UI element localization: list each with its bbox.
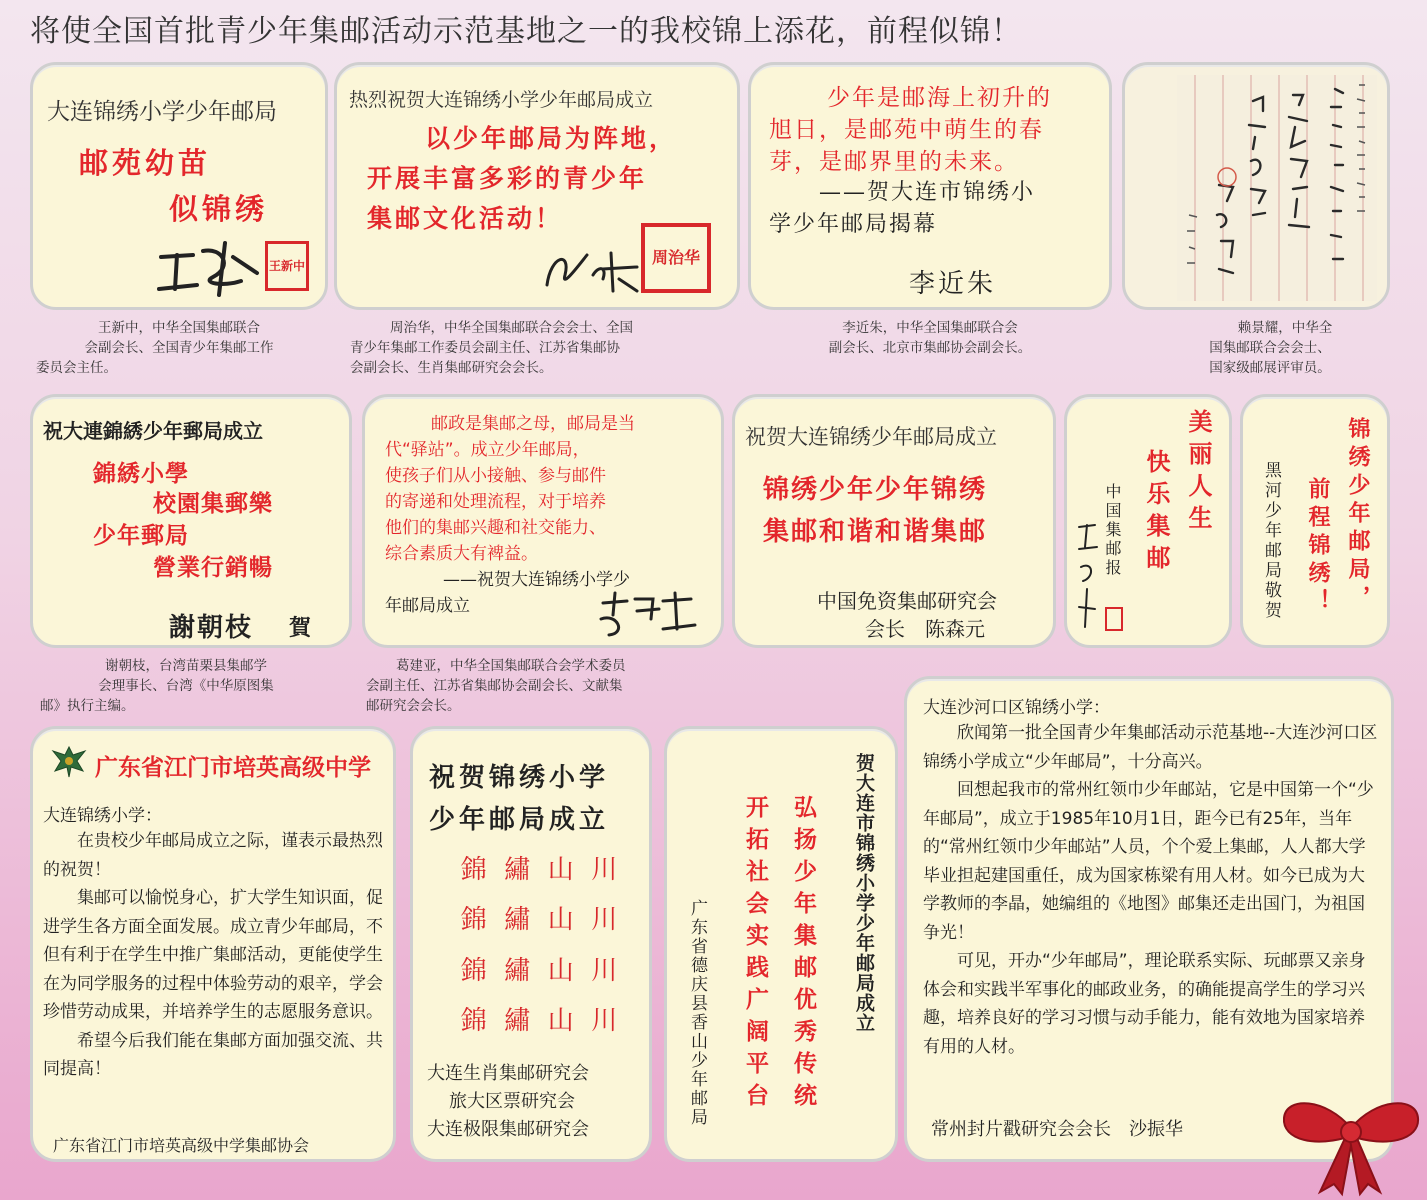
seal-character: 川 <box>591 905 618 936</box>
calligraphy-column: 前程锦绣！ <box>1305 477 1331 617</box>
dedication-column: 贺大连市锦绣小学少年邮局成立 <box>853 753 875 1033</box>
seal-character: 川 <box>591 1006 618 1037</box>
card-li-jinzhu <box>748 62 1112 310</box>
signature-icon <box>541 245 641 295</box>
card-chen-senyuan <box>732 394 1056 648</box>
seal-character: 山 <box>547 854 574 885</box>
calligraphy-line: 开展丰富多彩的青少年 <box>367 164 648 193</box>
card-ge-jianya <box>362 394 724 648</box>
organization-name: 大连极限集邮研究会 <box>427 1119 589 1140</box>
calligraphy-column: 美丽人生 <box>1184 409 1213 537</box>
card-title: 祝贺大连锦绣少年邮局成立 <box>745 425 997 449</box>
seal-character: 川 <box>591 955 618 986</box>
calligraphy-line: 锦绣少年少年锦绣 <box>763 475 988 505</box>
organization-name: 中国免资集邮研究会 <box>817 589 997 613</box>
card-china-philately-news <box>1064 394 1232 648</box>
caption-line: 会副会长、全国青少年集邮工作 <box>84 340 274 356</box>
seal-character: 繡 <box>504 1006 531 1037</box>
calligraphy-column: 开拓社会实践广阔平台 <box>742 795 769 1115</box>
greeting: 大连沙河口区锦绣小学： <box>923 698 1110 718</box>
letter-paragraph: 集邮可以愉悦身心，扩大学生知识面，促进学生各方面全面发展。成立青少年邮局，不但有利于在学生中推广集邮活动，更能使学生在为同学服务的过程中体验劳动的艰辛，学会珍惜劳动成果，并培养学生的志愿服务意识。 <box>43 888 383 1022</box>
sender-column: 黑河少年邮局敬贺 <box>1261 461 1281 621</box>
sender-column: 中国集邮报 <box>1103 483 1122 578</box>
caption-wang <box>30 318 328 378</box>
signature-name: 謝朝枝 <box>169 613 254 643</box>
calligraphy-line: 校園集郵樂 <box>153 491 273 517</box>
seal-character: 繡 <box>504 905 531 936</box>
calligraphy-line: 少年郵局 <box>93 523 189 549</box>
calligraphy-line: 錦綉小學 <box>93 461 189 487</box>
caption-xie <box>36 656 336 716</box>
seal-character: 錦 <box>460 854 487 885</box>
caption-line: 周治华，中华全国集邮联合会会士、全国 <box>390 320 633 336</box>
caption-line: 国集邮联合会会士、 <box>1209 340 1331 356</box>
card-wang-xinzhong <box>30 62 328 310</box>
calligraphy-column: 锦绣少年邮局， <box>1345 417 1371 613</box>
signature-suffix: 賀 <box>289 616 312 641</box>
dedication-line: ——祝贺大连锦绣小学少 <box>443 570 630 590</box>
seal-grid <box>453 843 625 1043</box>
seal-character: 山 <box>547 955 574 986</box>
calligraphy-line: 芽，是邮界里的未来。 <box>769 149 1019 175</box>
letter-paragraph: 希望今后我们能在集邮方面加强交流、共同提高！ <box>43 1030 383 1079</box>
letter-paragraph: 欣闻第一批全国青少年集邮活动示范基地--大连沙河口区锦绣小学成立“少年邮局”，十分高兴。 <box>923 723 1378 772</box>
message-line: 他们的集邮兴趣和社交能力、 <box>385 518 606 538</box>
caption-line: 邮》执行主编。 <box>40 698 135 714</box>
seal-character: 山 <box>547 1006 574 1037</box>
letter-body <box>923 719 1381 1061</box>
red-seal-icon: 周治华 <box>641 223 711 293</box>
calligraphy-line: 旭日，是邮苑中萌生的春 <box>769 117 1044 143</box>
seal-character: 錦 <box>460 905 487 936</box>
handwritten-letter-image <box>1125 65 1387 307</box>
message-line: 邮政是集邮之母，邮局是当 <box>431 414 635 434</box>
caption-line: 赖景耀，中华全 <box>1237 320 1333 336</box>
seal-character: 川 <box>591 854 618 885</box>
seal-character: 錦 <box>460 955 487 986</box>
seal-character: 繡 <box>504 854 531 885</box>
caption-line: 邮研究会会长。 <box>366 698 461 714</box>
card-jiangmen-peiying <box>30 726 396 1162</box>
calligraphy-line: 集邮和谐和谐集邮 <box>763 517 988 547</box>
card-title: 热烈祝贺大连锦绣小学少年邮局成立 <box>349 89 654 111</box>
calligraphy-line: ——贺大连市锦绣小 <box>819 180 1036 205</box>
calligraphy-line: 營業行銷暢 <box>153 555 273 581</box>
caption-lai <box>1150 318 1390 378</box>
message-line: 的寄递和处理流程，对于培养 <box>385 492 606 512</box>
greeting: 大连锦绣小学： <box>43 806 162 826</box>
seal-character: 錦 <box>460 1006 487 1037</box>
signature-icon <box>597 589 697 639</box>
card-title: 少年邮局成立 <box>429 805 610 835</box>
card-title: 祝大連錦綉少年郵局成立 <box>43 419 263 443</box>
organization-name: 大连生肖集邮研究会 <box>427 1063 589 1084</box>
card-xiangshan-youth-post <box>664 726 898 1162</box>
dedication-line: 年邮局成立 <box>385 596 470 616</box>
caption-line: 青少年集邮工作委员会副主任、江苏省集邮协 <box>350 340 620 356</box>
message-line: 代“驿站”。成立少年邮局， <box>385 440 590 460</box>
organization-name: 旅大区票研究会 <box>449 1091 575 1112</box>
eagle-emblem-icon <box>49 741 89 781</box>
sender-column: 广东省德庆县香山少年邮局 <box>687 899 707 1127</box>
caption-line: 李近朱，中华全国集邮联合会 <box>842 320 1018 336</box>
calligraphy-line: 似锦绣 <box>169 192 269 226</box>
seal-character: 繡 <box>504 955 531 986</box>
seal-character: 山 <box>547 905 574 936</box>
calligraphy-line: 邮苑幼苗 <box>79 146 212 180</box>
small-seal-icon <box>1105 607 1123 631</box>
letter-sender: 常州封片戳研究会会长 沙振华 <box>931 1119 1183 1140</box>
letter-paragraph: 可见，开办“少年邮局”，理论联系实际、玩邮票又亲身体会和实践半军事化的邮政业务，的确能提高学生的学习兴趣，培养良好的学习习惯与动手能力，能有效地为国家培养有用的人材。 <box>923 951 1366 1057</box>
message-line: 使孩子们从小接触、参与邮件 <box>385 466 606 486</box>
card-lai-jingyao <box>1122 62 1390 310</box>
card-xie-chaozhi <box>30 394 352 648</box>
signature-icon <box>153 237 263 297</box>
caption-line: 王新中，中华全国集邮联合 <box>98 320 260 336</box>
caption-line: 委员会主任。 <box>36 360 117 376</box>
caption-ge <box>366 656 706 716</box>
calligraphy-column: 快乐集邮 <box>1142 449 1171 577</box>
calligraphy-line: 以少年邮局为阵地， <box>425 124 678 153</box>
calligraphy-column: 弘扬少年集邮优秀传统 <box>790 795 817 1115</box>
letter-paragraph: 在贵校少年邮局成立之际，谨表示最热烈的祝贺！ <box>43 831 383 880</box>
calligraphy-line: 集邮文化活动！ <box>367 204 564 233</box>
letter-body <box>43 827 387 1084</box>
letter-paragraph: 回想起我市的常州红领巾少年邮站，它是中国第一个“少年邮局”，成立于1985年10月1日，距今已有25年，当年的“常州红领巾少年邮站”人员，个个爱上集邮，人人都大学毕业担起建国重任，成为国家栋梁有用人材。如今已成为大学教师的李晶，她编组的《地图》邮集还走出国门，为祖国争光！ <box>923 780 1374 943</box>
caption-zhou <box>350 318 730 378</box>
message-line: 综合素质大有裨益。 <box>385 544 538 564</box>
caption-line: 副会长、北京市集邮协会副会长。 <box>828 340 1032 356</box>
card-title: 大连锦绣小学少年邮局 <box>47 99 277 125</box>
signature-icon <box>1075 517 1099 637</box>
red-bow-icon <box>1276 1088 1426 1198</box>
caption-line: 会副主任、江苏省集邮协会副会长、文献集 <box>366 678 623 694</box>
caption-line: 葛建亚，中华全国集邮联合会学术委员 <box>396 658 626 674</box>
signature-name: 李近朱 <box>909 269 997 299</box>
card-dalian-zodiac-society <box>410 726 652 1162</box>
caption-line: 国家级邮展评审员。 <box>1209 360 1331 376</box>
card-zhou-zhihua <box>334 62 740 310</box>
calligraphy-line: 少年是邮海上初升的 <box>827 85 1052 111</box>
page-headline: 将使全国首批青少年集邮活动示范基地之一的我校锦上添花，前程似锦！ <box>30 14 1022 49</box>
card-heihe-youth-post <box>1240 394 1390 648</box>
person-name: 会长 陈森元 <box>865 617 985 641</box>
letter-sender: 广东省江门市培英高级中学集邮协会 <box>53 1136 310 1155</box>
red-seal-icon: 王新中 <box>265 241 309 291</box>
caption-li <box>760 318 1100 358</box>
card-title: 祝贺锦绣小学 <box>429 763 610 793</box>
caption-line: 会理事长、台湾《中华原图集 <box>98 678 274 694</box>
caption-line: 谢朝枝，台湾苗栗县集邮学 <box>105 658 267 674</box>
school-name: 广东省江门市培英高级中学 <box>95 755 371 781</box>
caption-line: 会副会长、生肖集邮研究会会长。 <box>350 360 553 376</box>
calligraphy-line: 学少年邮局揭幕 <box>769 212 938 237</box>
